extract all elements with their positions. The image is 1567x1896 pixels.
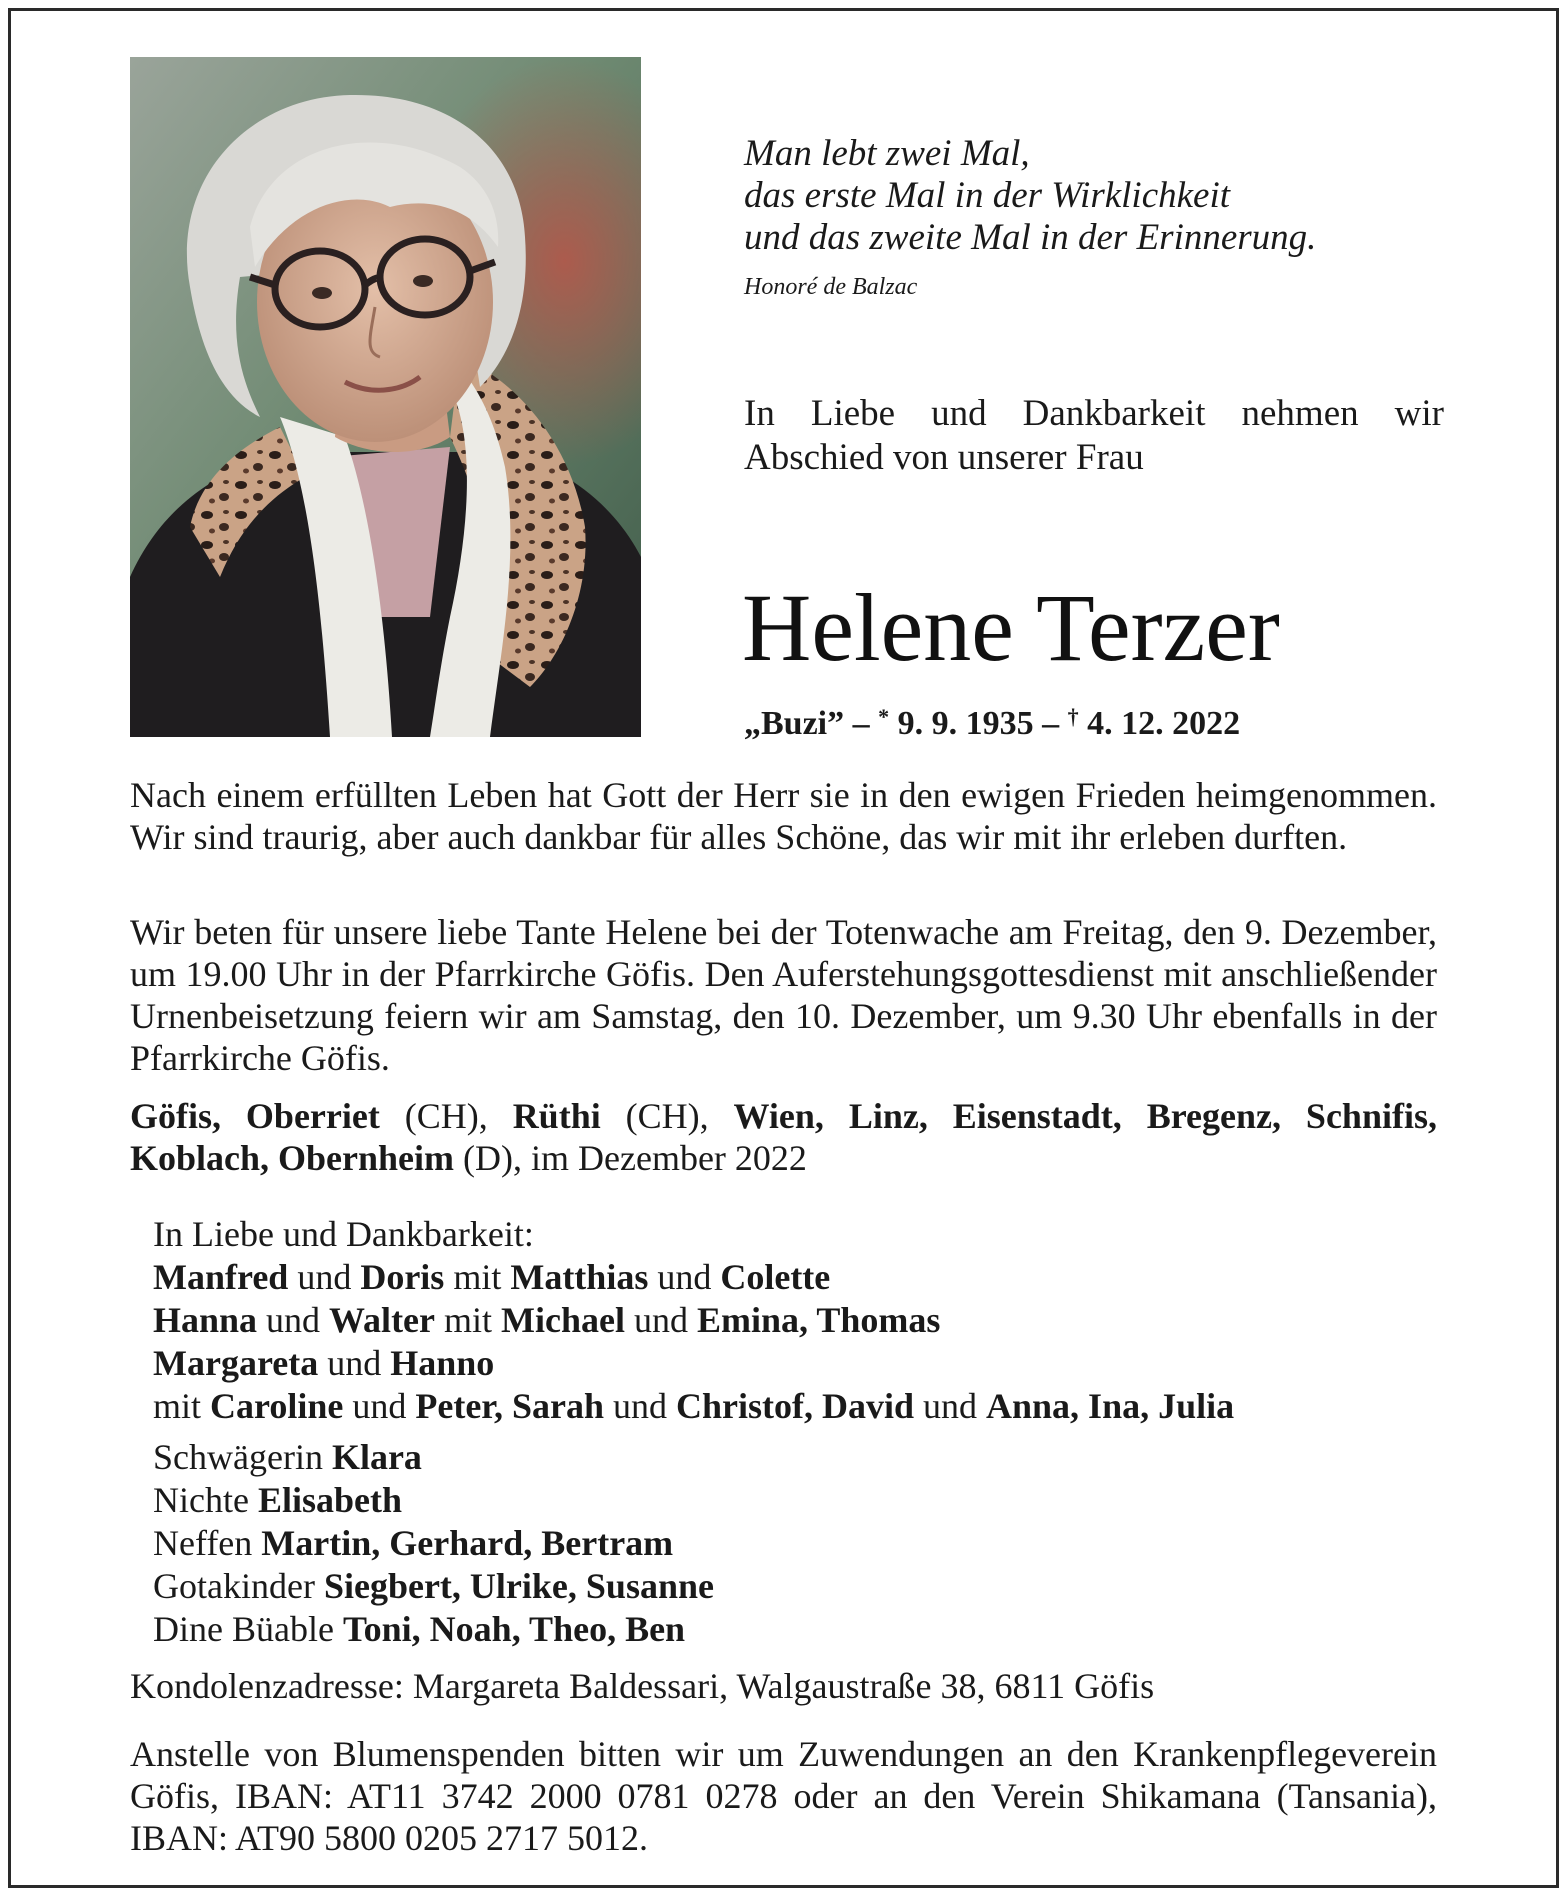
paragraph-services: Wir beten für unsere liebe Tante Helene bei der Totenwache am Freitag, den 9. Dezember, um 19.00 Uhr in der Pfarrkirche Göfis. Den Auferstehungsgottesdienst mit anschließender Urnenbeisetzung feiern wir am Samstag, den 10. Dezember, um 9.30 Uhr ebenfalls in der Pfarrkirche Göfis. xyxy=(130,912,1437,1078)
family-connector: und xyxy=(625,1300,697,1340)
relative-line xyxy=(153,1522,1453,1565)
family-connector: mit xyxy=(444,1257,511,1297)
family-connector: und xyxy=(318,1343,391,1383)
condolence-address: Kondolenzadresse: Margareta Baldessari, Walgaustraße 38, 6811 Göfis xyxy=(130,1666,1155,1706)
family-member-name: Siegbert, Ulrike, Susanne xyxy=(323,1566,714,1606)
family-member-name: Christof, David xyxy=(676,1386,915,1426)
family-connector: Schwägerin xyxy=(153,1437,332,1477)
place-name: Göfis, Oberriet xyxy=(130,1096,380,1136)
family-connector: Nichte xyxy=(153,1480,258,1520)
family-connector: Dine Büable xyxy=(153,1609,343,1649)
relative-line xyxy=(153,1608,1453,1651)
family-list xyxy=(153,1213,1453,1651)
family-member-name: Martin, Gerhard, Bertram xyxy=(261,1523,674,1563)
family-member-name: Elisabeth xyxy=(257,1480,403,1520)
dash: – xyxy=(844,705,879,742)
birth-symbol: * xyxy=(878,704,890,729)
family-connector: und xyxy=(288,1257,361,1297)
intro-text: In Liebe und Dankbarkeit nehmen wir Abschied von unserer Frau xyxy=(744,393,1444,478)
quote-line: und das zweite Mal in der Erinnerung. xyxy=(744,217,1317,258)
family-member-name: Colette xyxy=(720,1257,831,1297)
relative-line xyxy=(153,1479,1453,1522)
family-connector: Neffen xyxy=(153,1523,262,1563)
family-member-name: Matthias xyxy=(510,1257,649,1297)
epigraph-quote xyxy=(744,133,1524,303)
spacer xyxy=(153,1428,1453,1436)
place-note: (CH), xyxy=(600,1096,734,1136)
life-dates xyxy=(744,697,1240,744)
family-member-name: Hanna xyxy=(153,1300,258,1340)
deceased-name: Helene Terzer xyxy=(742,574,1280,681)
donation-note: Anstelle von Blumenspenden bitten wir um Zuwendungen an den Krankenpflegeverein Göfis, IBAN: AT11 3742 2000 0781 0278 oder an den Verein Shikamana (Tansania), IBAN: AT90 5800 0205 2717 5012. xyxy=(130,1734,1437,1858)
quote-line: Man lebt zwei Mal, xyxy=(744,133,1030,174)
family-connector: mit xyxy=(153,1386,211,1426)
family-line xyxy=(153,1342,1453,1385)
family-connector: und xyxy=(257,1300,330,1340)
paragraph-passing: Nach einem erfüllten Leben hat Gott der Herr sie in den ewigen Frieden heimgenommen. Wir sind traurig, aber auch dankbar für alles Schöne, das wir mit ihr erleben durften. xyxy=(130,775,1437,857)
family-member-name: Michael xyxy=(501,1300,625,1340)
family-connector: Gotakinder xyxy=(153,1566,324,1606)
family-member-name: Caroline xyxy=(210,1386,344,1426)
family-lines xyxy=(153,1256,1453,1428)
place-note: (D), im Dezember 2022 xyxy=(454,1138,807,1178)
quote-author: Honoré de Balzac xyxy=(744,274,918,300)
family-member-name: Manfred xyxy=(153,1257,289,1297)
family-line xyxy=(153,1256,1453,1299)
family-member-name: Klara xyxy=(331,1437,422,1477)
place-name: Rüthi xyxy=(512,1096,601,1136)
death-date: 4. 12. 2022 xyxy=(1078,705,1241,742)
family-connector: und xyxy=(648,1257,721,1297)
nickname: „Buzi” xyxy=(744,705,845,742)
death-symbol: † xyxy=(1067,704,1079,729)
dash: – xyxy=(1033,705,1068,742)
place-note: (CH), xyxy=(379,1096,513,1136)
family-member-name: Doris xyxy=(360,1257,445,1297)
family-member-name: Hanno xyxy=(390,1343,495,1383)
family-connector: mit xyxy=(435,1300,502,1340)
family-connector: und xyxy=(914,1386,987,1426)
family-connector: und xyxy=(343,1386,416,1426)
family-connector: und xyxy=(604,1386,676,1426)
relative-line xyxy=(153,1436,1453,1479)
family-line xyxy=(153,1385,1453,1428)
family-member-name: Emina, Thomas xyxy=(697,1300,941,1340)
birth-date: 9. 9. 1935 xyxy=(889,705,1034,742)
quote-line: das erste Mal in der Wirklichkeit xyxy=(744,175,1231,216)
family-heading: In Liebe und Dankbarkeit: xyxy=(153,1214,534,1254)
family-member-name: Toni, Noah, Theo, Ben xyxy=(342,1609,686,1649)
places-line xyxy=(130,1095,1437,1179)
family-member-name: Margareta xyxy=(153,1343,319,1383)
family-member-name: Walter xyxy=(329,1300,436,1340)
relative-line xyxy=(153,1565,1453,1608)
family-member-name: Anna, Ina, Julia xyxy=(986,1386,1235,1426)
relatives-lines xyxy=(153,1436,1453,1651)
family-line xyxy=(153,1299,1453,1342)
place-name: Wien, Linz, Eisenstadt, Bregenz, Schnifis, Koblach, Obernheim xyxy=(130,1096,1437,1178)
portrait-photo xyxy=(130,57,641,737)
family-member-name: Peter, Sarah xyxy=(415,1386,604,1426)
